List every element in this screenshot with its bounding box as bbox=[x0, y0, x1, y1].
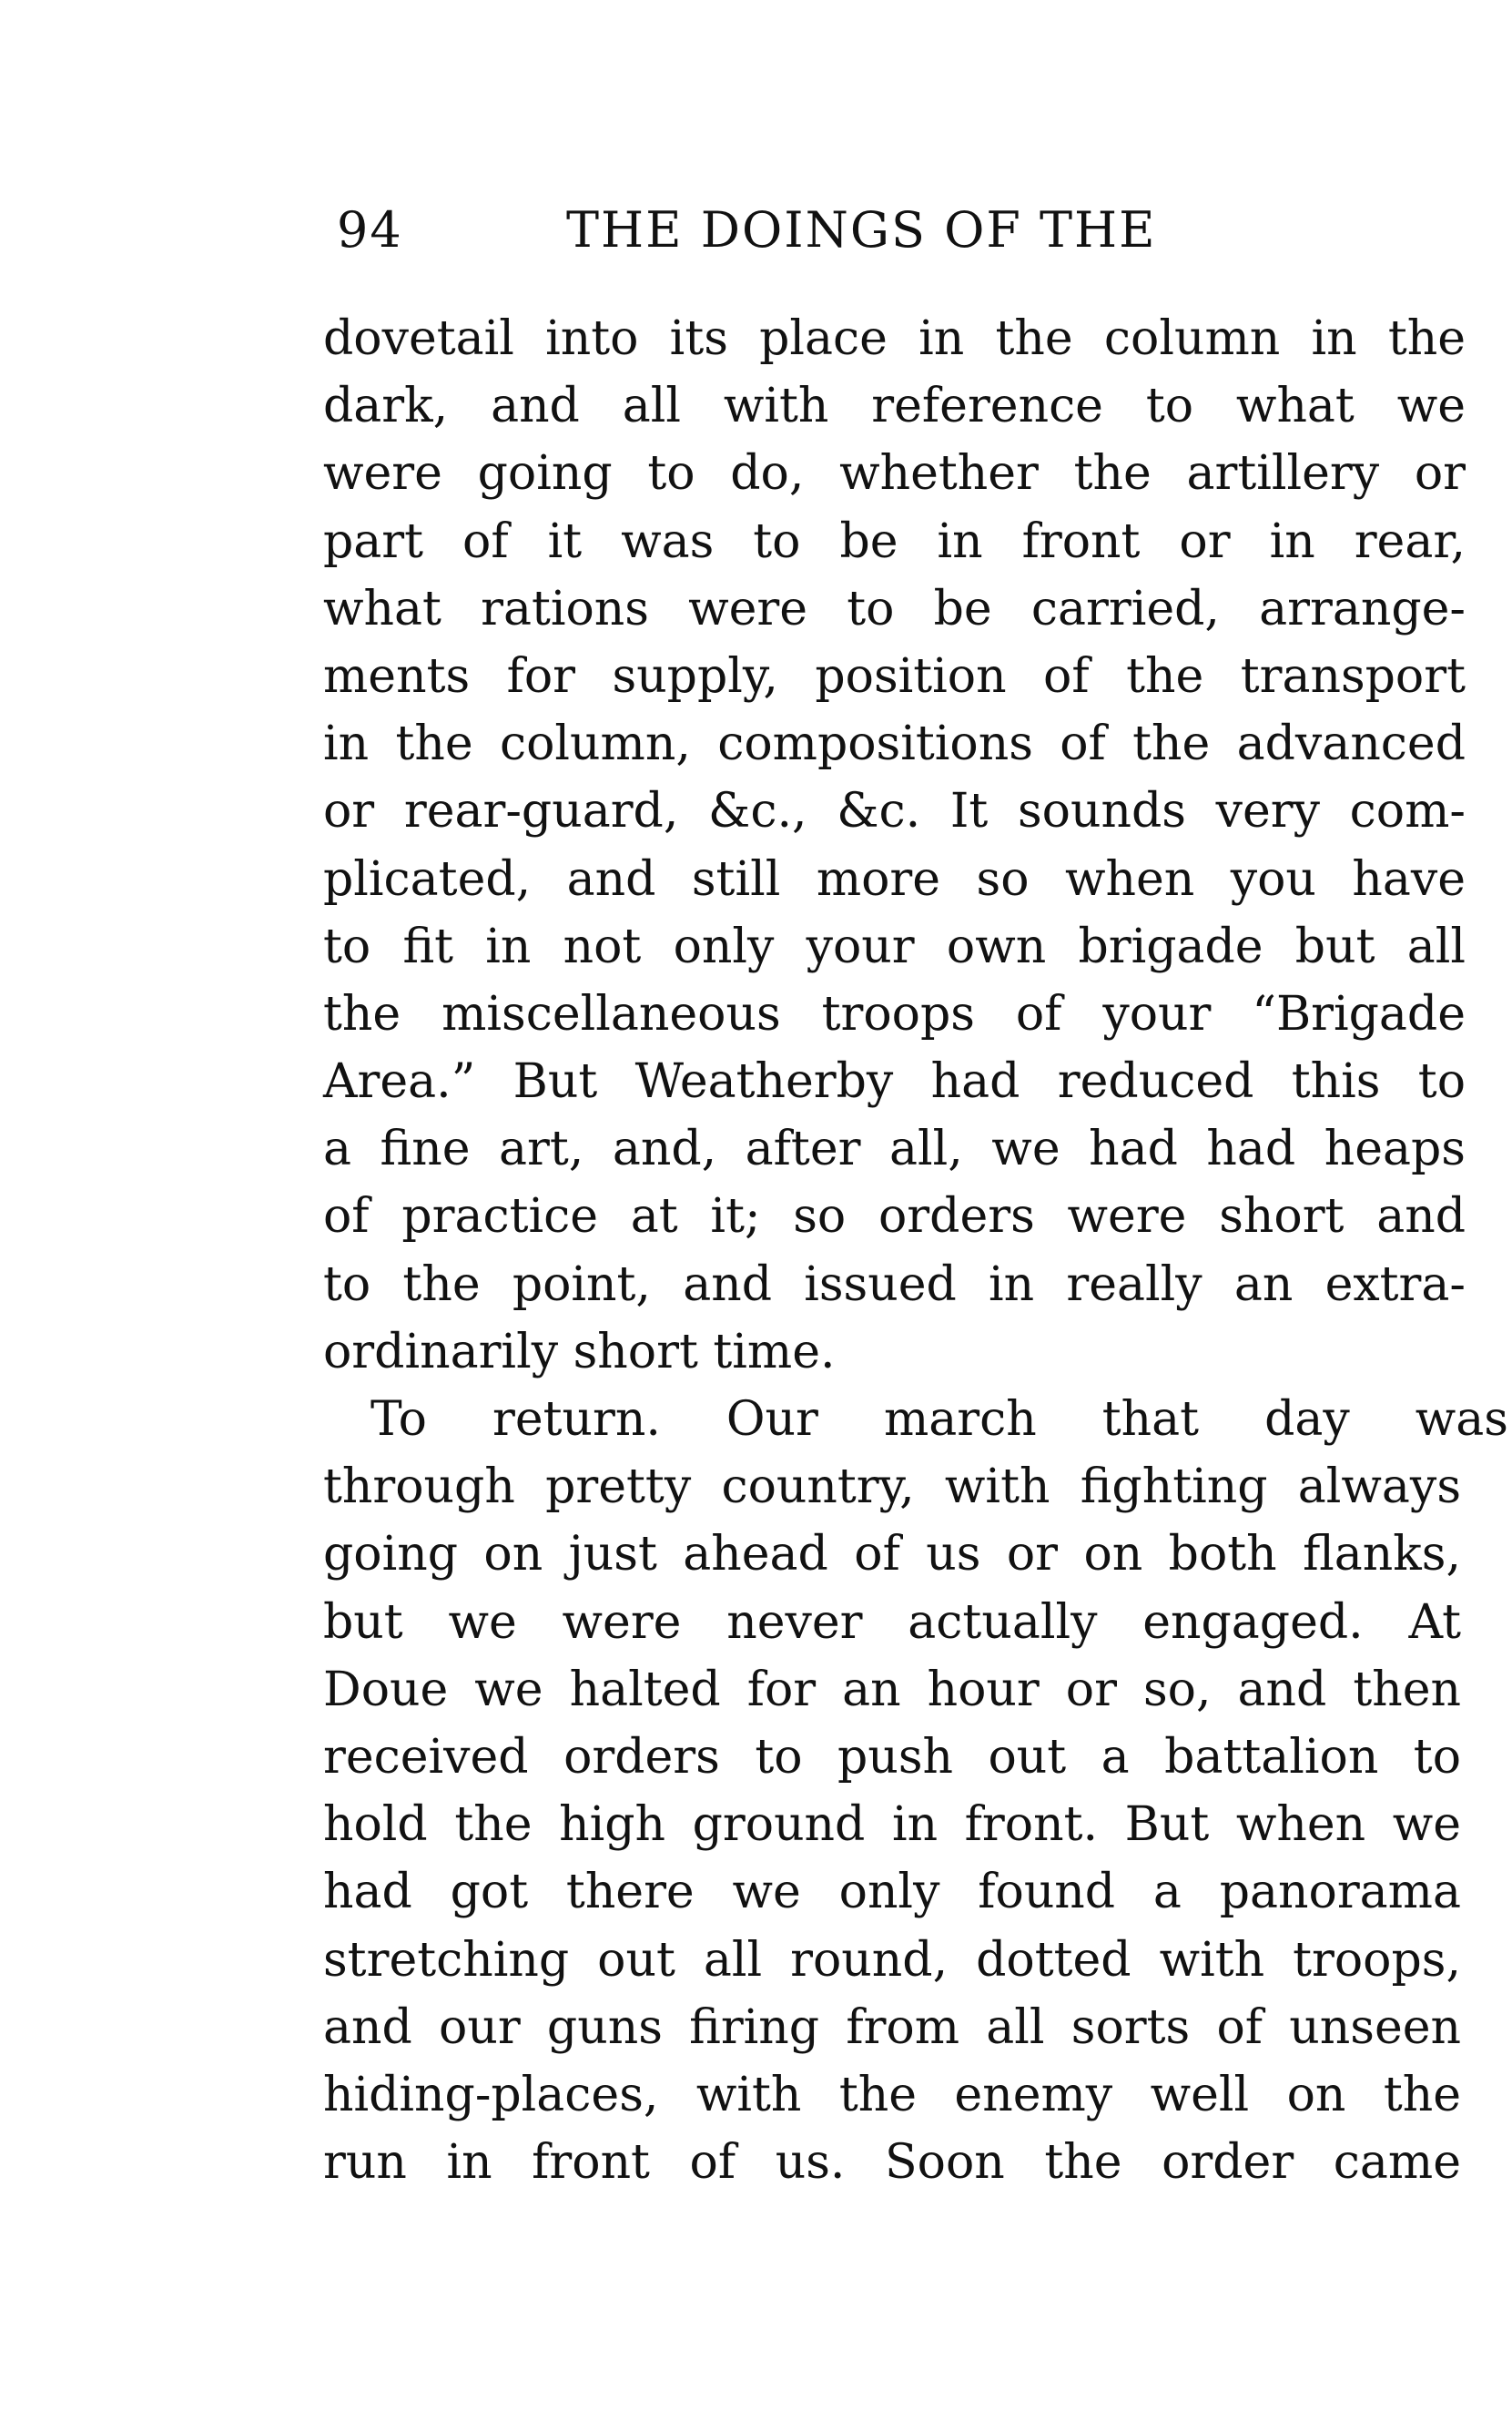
text-line: but we were never actually engaged. At bbox=[323, 1594, 1461, 1650]
text-line: part of it was to be in front or in rear, bbox=[323, 514, 1466, 569]
text-line: in the column, compositions of the advanced bbox=[323, 717, 1466, 772]
text-line: hiding-places, with the enemy well on the bbox=[323, 2067, 1461, 2122]
text-line: to the point, and issued in really an extra- bbox=[323, 1256, 1466, 1312]
text-line: going on just ahead of us or on both flanks, bbox=[323, 1527, 1461, 1582]
text-line: dovetail into its place in the column in the bbox=[323, 311, 1466, 366]
text-line: dark, and all with reference to what we bbox=[323, 379, 1466, 434]
text-line: hold the high ground in front. But when we bbox=[323, 1797, 1461, 1853]
text-line: To return. Our march that day was bbox=[370, 1392, 1508, 1447]
text-line: or rear-guard, &c., &c. It sounds very com- bbox=[323, 784, 1466, 839]
text-line: a fine art, and, after all, we had had heaps bbox=[323, 1122, 1466, 1177]
text-line: stretching out all round, dotted with troops, bbox=[323, 1932, 1461, 1988]
text-line: run in front of us. Soon the order came bbox=[323, 2135, 1461, 2191]
text-line: and our guns firing from all sorts of unseen bbox=[323, 1999, 1461, 2055]
paragraph-2 bbox=[323, 1386, 1508, 2196]
text-line: received orders to push out a battalion to bbox=[323, 1729, 1461, 1785]
text-line: Doue we halted for an hour or so, and then bbox=[323, 1662, 1461, 1717]
text-line: were going to do, whether the artillery or bbox=[323, 446, 1466, 502]
running-head bbox=[337, 198, 1211, 262]
page-number: 94 bbox=[337, 201, 403, 259]
text-line: Area.” But Weatherby had reduced this to bbox=[323, 1054, 1466, 1110]
text-line: plicated, and still more so when you have bbox=[323, 851, 1466, 907]
text-line: ordinarily short time. bbox=[323, 1324, 836, 1379]
body-text bbox=[323, 305, 1508, 2196]
text-line: to fit in not only your own brigade but all bbox=[323, 919, 1466, 974]
paragraph-1 bbox=[323, 305, 1470, 1386]
text-line: ments for supply, position of the transport bbox=[323, 648, 1466, 704]
text-line: had got there we only found a panorama bbox=[323, 1865, 1461, 1920]
running-title: THE DOINGS OF THE bbox=[566, 201, 1157, 259]
text-line: through pretty country, with fighting always bbox=[323, 1460, 1461, 1515]
text-line: of practice at it; so orders were short and bbox=[323, 1189, 1466, 1245]
text-line: the miscellaneous troops of your “Brigade bbox=[323, 986, 1466, 1042]
text-line: what rations were to be carried, arrange- bbox=[323, 581, 1466, 636]
